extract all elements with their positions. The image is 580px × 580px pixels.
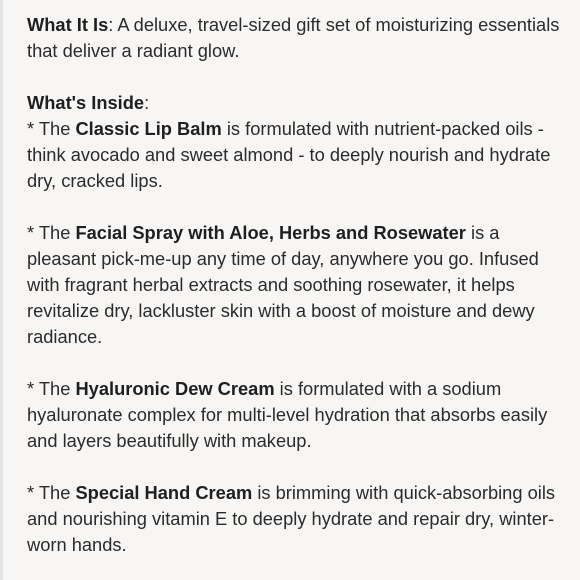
item-bullet: * The <box>27 378 76 399</box>
item-name: Classic Lip Balm <box>75 118 222 139</box>
item-description: is brimming with quick-absorbing oils and nourishing vitamin E to deeply hydrate and repair dry, winter-worn hands. <box>27 482 556 555</box>
spacer <box>27 64 562 90</box>
what-it-is-text: : A deluxe, travel-sized gift set of moisturizing essentials that deliver a radiant glow. <box>27 14 560 61</box>
item-description: is formulated with nutrient-packed oils - think avocado and sweet almond - to deeply nourish and hydrate dry, cracked lips. <box>27 118 551 191</box>
item-name: Special Hand Cream <box>75 482 253 503</box>
spacer <box>27 350 562 376</box>
whats-inside-colon: : <box>144 92 150 113</box>
spacer <box>27 194 562 220</box>
item-facial-spray <box>27 220 562 350</box>
item-name: Hyaluronic Dew Cream <box>75 378 275 399</box>
what-it-is-paragraph <box>27 12 562 64</box>
item-bullet: * The <box>27 118 76 139</box>
whats-inside-heading <box>27 90 562 116</box>
item-description: is formulated with a sodium hyaluronate complex for multi-level hydration that absorbs easily and layers beautifully with makeup. <box>27 378 548 451</box>
item-hand-cream <box>27 480 562 558</box>
item-bullet: * The <box>27 222 76 243</box>
what-it-is-label: What It Is <box>27 14 109 35</box>
item-description: is a pleasant pick-me-up any time of day, anywhere you go. Infused with fragrant herbal extracts and soothing rosewater, it helps revitalize dry, lackluster skin with a boost of moisture and dewy radiance. <box>27 222 539 347</box>
whats-inside-label: What's Inside <box>27 92 145 113</box>
spacer <box>27 454 562 480</box>
item-lip-balm <box>27 116 562 194</box>
item-bullet: * The <box>27 482 76 503</box>
item-name: Facial Spray with Aloe, Herbs and Rosewater <box>75 222 466 243</box>
item-dew-cream <box>27 376 562 454</box>
